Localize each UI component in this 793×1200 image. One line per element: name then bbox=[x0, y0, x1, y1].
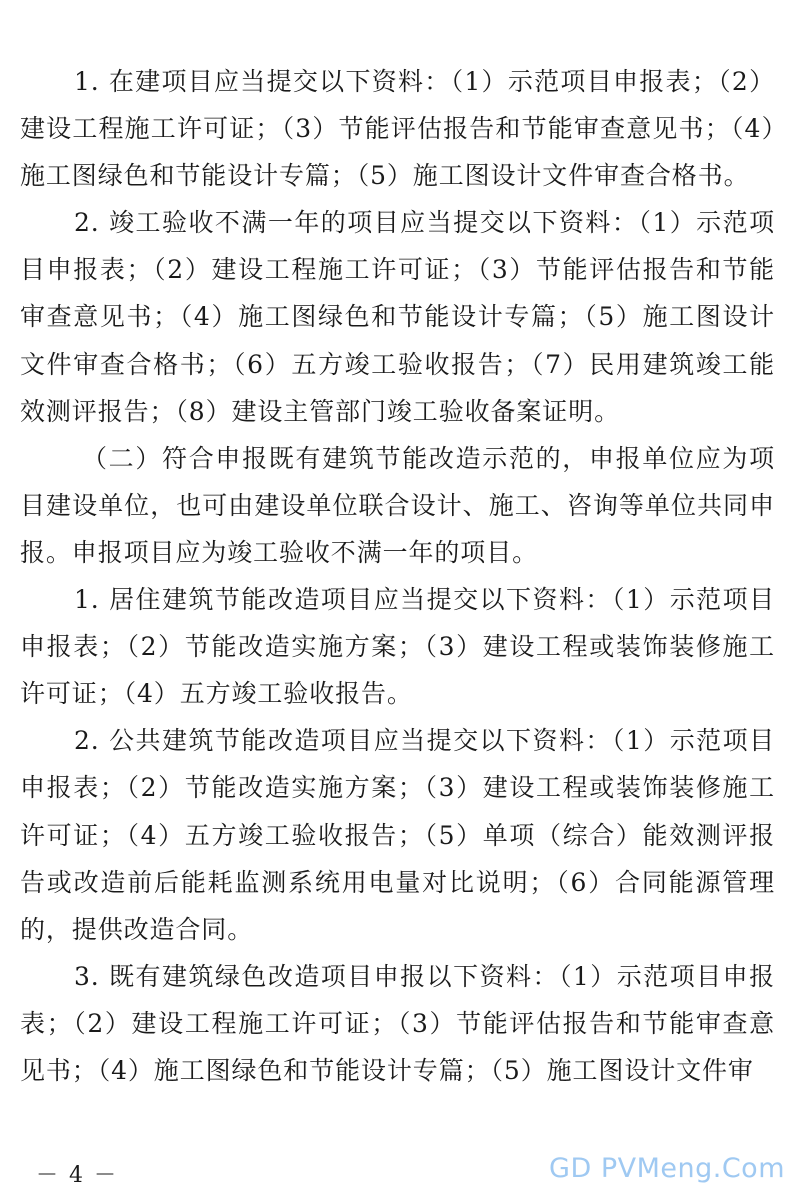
page-number: － 4 － bbox=[36, 1163, 118, 1188]
paragraph-retrofit-demonstration: （二）符合申报既有建筑节能改造示范的，申报单位应为项目建设单位，也可由建设单位联合设计、施工、咨询等单位共同申报。申报项目应为竣工验收不满一年的项目。 bbox=[20, 443, 775, 567]
watermark-logo-text: GD PVMeng.Com bbox=[549, 1153, 785, 1184]
paragraph-green-retrofit: 3. 既有建筑绿色改造项目申报以下资料：（1）示范项目申报表；（2）建设工程施工许可证；（3）节能评估报告和节能审查意见书；（4）施工图绿色和节能设计专篇；（5）施工图设计文件审 bbox=[20, 961, 775, 1085]
paragraph-in-construction-projects: 1. 在建项目应当提交以下资料：（1）示范项目申报表；（2）建设工程施工许可证；（3）节能评估报告和节能审查意见书；（4）施工图绿色和节能设计专篇；（5）施工图设计文件审查合格书。 bbox=[20, 67, 775, 191]
document-body bbox=[20, 58, 775, 1094]
paragraph-public-building-retrofit: 2. 公共建筑节能改造项目应当提交以下资料：（1）示范项目申报表；（2）节能改造实施方案；（3）建设工程或装饰装修施工许可证；（4）五方竣工验收报告；（5）单项（综合）能效测评报告或改造前后能耗监测系统用电量对比说明；（6）合同能源管理的，提供改造合同。 bbox=[20, 726, 775, 944]
paragraph-residential-retrofit: 1. 居住建筑节能改造项目应当提交以下资料：（1）示范项目申报表；（2）节能改造实施方案；（3）建设工程或装饰装修施工许可证；（4）五方竣工验收报告。 bbox=[20, 585, 775, 709]
paragraph-completed-projects: 2. 竣工验收不满一年的项目应当提交以下资料：（1）示范项目申报表；（2）建设工程施工许可证；（3）节能评估报告和节能审查意见书；（4）施工图绿色和节能设计专篇；（5）施工图设计文件审查合格书；（6）五方竣工验收报告；（7）民用建筑竣工能效测评报告；（8）建设主管部门竣工验收备案证明。 bbox=[20, 208, 775, 426]
